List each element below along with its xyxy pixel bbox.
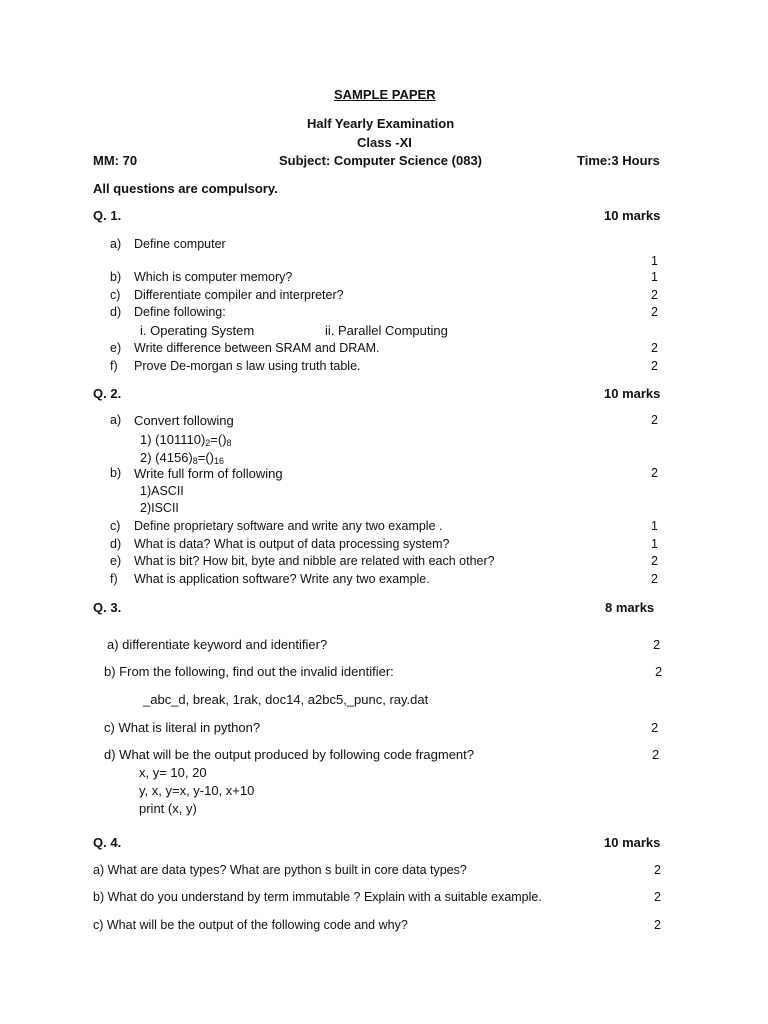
q4-marks: 10 marks [604, 835, 661, 850]
class-label: Class -XI [357, 135, 412, 150]
q3d-code-line2: y, x, y=x, y-10, x+10 [139, 783, 255, 798]
q4b-text: b) What do you understand by term immutable ? Explain with a suitable example. [93, 890, 542, 904]
instructions: All questions are compulsory. [93, 181, 278, 196]
q2d-marks: 1 [651, 537, 658, 551]
q2b-marks: 2 [651, 466, 658, 480]
q2f-marks: 2 [651, 572, 658, 586]
q3a-text: a) differentiate keyword and identifier? [107, 637, 328, 652]
q1d-marks: 2 [651, 305, 658, 319]
q3d-code-line3: print (x, y) [139, 801, 197, 816]
q1a-num: a) [110, 237, 122, 251]
q1d-num: d) [110, 305, 122, 319]
q1c-text: Differentiate compiler and interpreter? [134, 288, 344, 302]
q1-label: Q. 1. [93, 208, 122, 223]
q3a-marks: 2 [653, 637, 661, 652]
q3d-marks: 2 [652, 747, 660, 762]
q1f-marks: 2 [651, 359, 658, 373]
q4-label: Q. 4. [93, 835, 122, 850]
q4b-marks: 2 [654, 890, 661, 904]
q2a-line1: 1) $(101110)_2=()_8$ [140, 432, 232, 448]
q3d-text: d) What will be the output produced by following code fragment? [104, 747, 474, 762]
q2a-line2: 2) $(4156)_8=()_{16}$ [140, 450, 225, 466]
q2b-text: Write full form of following [134, 466, 283, 481]
q4a-marks: 2 [654, 863, 661, 877]
q4a-text: a) What are data types? What are python s built in core data types? [93, 863, 467, 877]
q3d-code-line1: x, y= 10, 20 [139, 765, 207, 780]
q3b-marks: 2 [655, 664, 663, 679]
subject-label: Subject: Computer Science (083) [279, 153, 482, 168]
time-label: Time:3 Hours [577, 153, 660, 168]
q2a-text: Convert following [134, 413, 234, 428]
q1d-text: Define following: [134, 305, 226, 319]
q2e-marks: 2 [651, 554, 658, 568]
q1-marks: 10 marks [604, 208, 661, 223]
q3c-text: c) What is literal in python? [104, 720, 261, 735]
q2a-marks: 2 [651, 413, 658, 427]
q1b-marks: 1 [651, 270, 658, 284]
exam-title: Half Yearly Examination [307, 116, 455, 131]
q2f-num: f) [110, 572, 118, 586]
q3b-text: b) From the following, find out the invalid identifier: [104, 664, 394, 679]
q1c-num: c) [110, 288, 121, 302]
q1f-text: Prove De-morgan s law using truth table. [134, 359, 361, 373]
q2b-sub1: 1)ASCII [140, 484, 184, 498]
q2-marks: 10 marks [604, 386, 661, 401]
q1e-marks: 2 [651, 341, 658, 355]
q4c-text: c) What will be the output of the following code and why? [93, 918, 408, 932]
q2e-num: e) [110, 554, 122, 568]
q2a-num: a) [110, 413, 122, 427]
q3b-identifier-list: _abc_d, break, 1rak, doc14, a2bc5,_punc, ray.dat [143, 692, 429, 707]
q1e-text: Write difference between SRAM and DRAM. [134, 341, 380, 355]
q4c-marks: 2 [654, 918, 661, 932]
q2-label: Q. 2. [93, 386, 122, 401]
q1e-num: e) [110, 341, 122, 355]
q2e-text: What is bit? How bit, byte and nibble are related with each other? [134, 554, 495, 568]
q2c-num: c) [110, 519, 121, 533]
q3c-marks: 2 [651, 720, 659, 735]
q3-marks: 8 marks [605, 600, 655, 615]
max-marks: MM: 70 [93, 153, 138, 168]
q1b-num: b) [110, 270, 122, 284]
q2c-text: Define proprietary software and write any two example . [134, 519, 443, 533]
q2d-num: d) [110, 537, 122, 551]
q2d-text: What is data? What is output of data processing system? [134, 537, 450, 551]
q2b-num: b) [110, 466, 122, 480]
q1f-num: f) [110, 359, 118, 373]
q1c-marks: 2 [651, 288, 658, 302]
q1d-sub2: ii. Parallel Computing [325, 323, 448, 338]
q2b-sub2: 2)ISCII [140, 501, 179, 515]
q1a-text: Define computer [134, 237, 226, 251]
q2f-text: What is application software? Write any two example. [134, 572, 430, 586]
page-title: SAMPLE PAPER [334, 87, 436, 102]
q3-label: Q. 3. [93, 600, 122, 615]
q1b-text: Which is computer memory? [134, 270, 293, 284]
q1d-sub1: i. Operating System [140, 323, 255, 338]
q2c-marks: 1 [651, 519, 658, 533]
q1a-marks: 1 [651, 254, 658, 268]
